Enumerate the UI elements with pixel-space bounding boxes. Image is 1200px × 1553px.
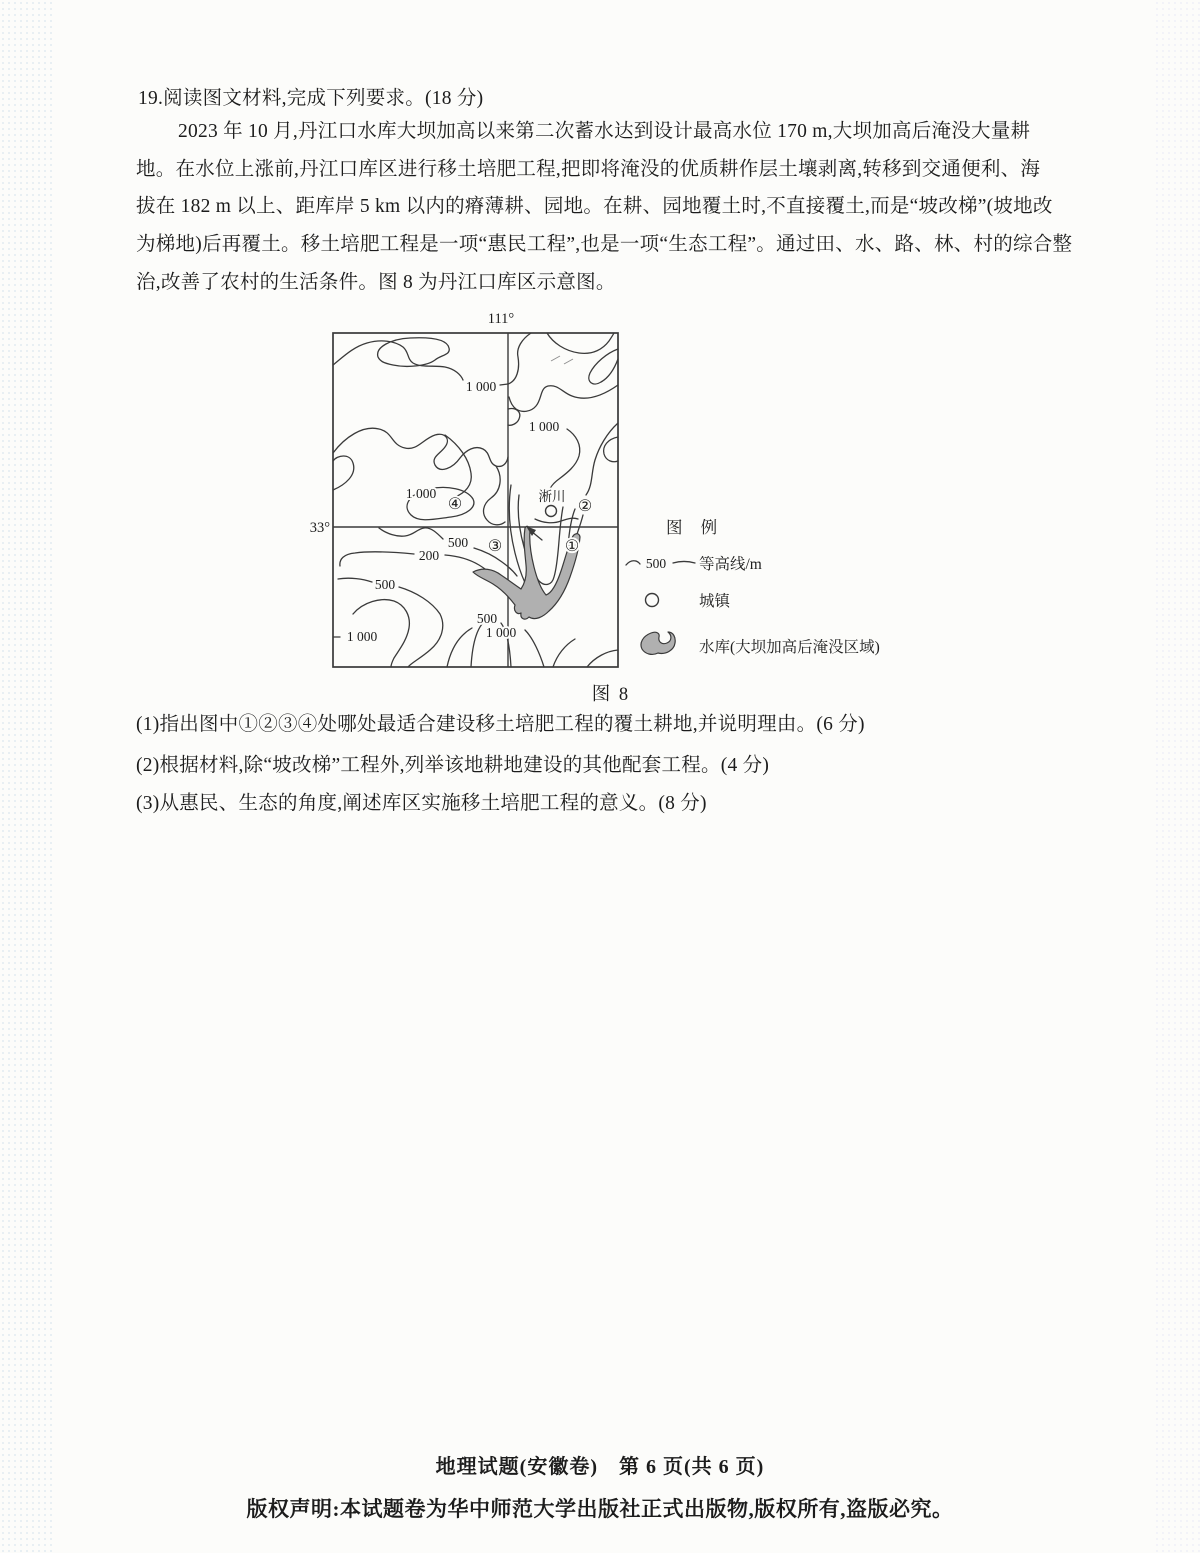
contour-label-500-bottom: 500 xyxy=(476,611,498,626)
legend-contour-value: 500 xyxy=(645,556,667,571)
intro-line-1: 2023 年 10 月,丹江口水库大坝加高以来第二次蓄水达到设计最高水位 170 m,大坝加高后淹没大量耕 xyxy=(178,121,1031,142)
subquestion-2: (2)根据材料,除“坡改梯”工程外,列举该地耕地建设的其他配套工程。(4 分) xyxy=(136,755,770,776)
contour-label-1000-ne: 1 000 xyxy=(528,419,560,434)
town-dot xyxy=(546,506,557,517)
legend-reservoir-label: 水库(大坝加高后淹没区域) xyxy=(699,639,880,656)
subquestion-3: (3)从惠民、生态的角度,阐述库区实施移土培肥工程的意义。(8 分) xyxy=(136,793,707,814)
contour-label-1000-mid: 1 000 xyxy=(405,486,437,501)
legend-town-icon xyxy=(646,594,659,607)
legend-contour-label: 等高线/m xyxy=(699,556,762,573)
contour-label-200: 200 xyxy=(418,548,440,563)
footer-copyright xyxy=(0,1493,1200,1523)
longitude-label: 111° xyxy=(487,311,515,327)
town-label: 淅川 xyxy=(538,489,566,504)
scan-texture-left xyxy=(0,0,54,1553)
legend-title: 图 例 xyxy=(666,518,725,537)
latitude-label: 33° xyxy=(309,520,330,536)
legend-reservoir-icon xyxy=(641,632,675,654)
copyright-label: 版权声明: xyxy=(246,1497,340,1521)
contour-label-1000-top: 1 000 xyxy=(465,379,497,394)
intro-line-2: 地。在水位上涨前,丹江口库区进行移土培肥工程,把即将淹没的优质耕作层土壤剥离,转移到交通便利、海 xyxy=(136,159,1041,180)
copyright-text: 本试题卷为华中师范大学出版社正式出版物,版权所有,盗版必究。 xyxy=(340,1497,954,1521)
site-marker-2: ② xyxy=(577,498,593,515)
subquestion-1: (1)指出图中①②③④处哪处最适合建设移土培肥工程的覆土耕地,并说明理由。(6 分) xyxy=(136,714,865,735)
contour-label-500-upper: 500 xyxy=(447,535,469,550)
site-marker-3: ③ xyxy=(487,538,503,555)
site-marker-4: ④ xyxy=(447,496,463,513)
scan-texture-right xyxy=(1154,0,1200,1553)
contour-label-500-left: 500 xyxy=(374,577,396,592)
intro-line-3: 拔在 182 m 以上、距库岸 5 km 以内的瘠薄耕、园地。在耕、园地覆土时,不直接覆土,而是“坡改梯”(坡地改 xyxy=(136,196,1053,217)
intro-line-4: 为梯地)后再覆土。移土培肥工程是一项“惠民工程”,也是一项“生态工程”。通过田、水、路、林、村的综合整 xyxy=(136,234,1073,255)
map-legend xyxy=(626,518,880,656)
question-heading: 19.阅读图文材料,完成下列要求。(18 分) xyxy=(138,88,484,109)
footer-page-info: 地理试题(安徽卷) 第 6 页(共 6 页) xyxy=(435,1456,765,1478)
figure-caption: 图 8 xyxy=(591,685,631,705)
figure-8 xyxy=(295,305,935,675)
contour-label-1000-sw: 1 000 xyxy=(346,629,378,644)
legend-town-label: 城镇 xyxy=(699,593,731,610)
contour-label-1000-bottom: 1 000 xyxy=(485,625,517,640)
intro-line-5: 治,改善了农村的生活条件。图 8 为丹江口库区示意图。 xyxy=(136,272,616,293)
contour-map-figure xyxy=(295,305,935,675)
site-marker-1: ① xyxy=(564,538,580,555)
